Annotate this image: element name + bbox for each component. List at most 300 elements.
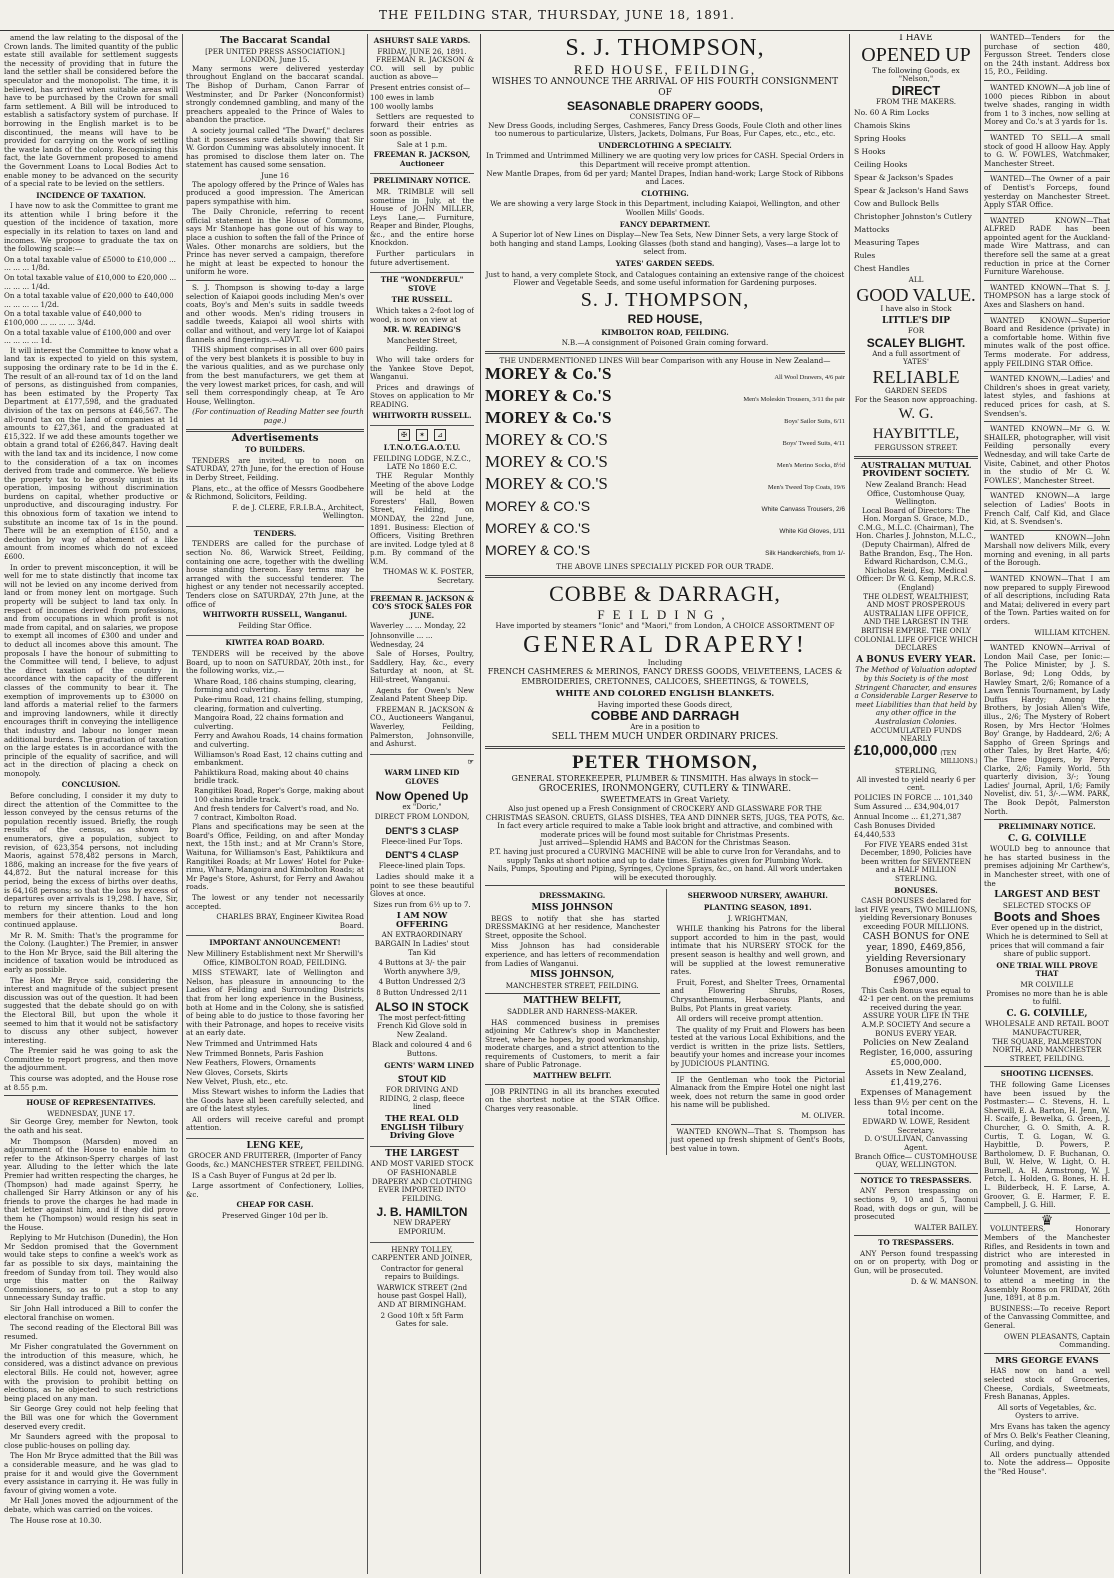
paragraph: Mr Fisher congratulated the Government on the introduction of this measure, which, he considered, was a distinct advance on previous electoral Bills. He could not, however, agree with the provision to prohibit betting on elections, as he objected to such restrictions being placed on any man. xyxy=(4,1342,178,1403)
paragraph: MR. TRIMBLE will sell sometime in July, at the House of JOHN MILLER, Leys Lane,— Furniture, Reaper and Binder, Ploughs, &c., and the entire horse Knockdon. xyxy=(370,186,474,248)
ad-heading: ASHURST SALE YARDS. xyxy=(373,36,471,45)
list-item: And fresh tenders for Calvert's road, and No. 7 contract, Kimbolton Road. xyxy=(194,804,359,822)
ad-headline: RELIABLE xyxy=(872,366,960,387)
classified-ad: WANTED KNOWN—Superior Board and Residence (private) in a comfortable home. Within five minutes walk of the post office. Terms moderate. For address, apply FEILDING STAR Office. xyxy=(984,315,1110,368)
paragraph: The most perfect-fitting French Kid Glove sold in New Zealand. xyxy=(377,1012,467,1039)
paragraph: The Hon Mr Bryce said, considering the interest and magnitude of the subject present discussion was out of the question. It had been suggested that the debate should go on with the Electoral Bill, but upon the whole it seemed to him that it would not be satisfactory to discuss any other subject, however interesting. xyxy=(4,975,178,1045)
column-news-and-tenders xyxy=(186,34,364,1574)
signature: THOMAS W. K. FOSTER, Secretary. xyxy=(383,567,474,586)
paragraph: GARDEN SEEDS xyxy=(884,385,948,395)
divider xyxy=(854,1173,978,1174)
stove-ad xyxy=(370,276,474,426)
paragraph: AND MOST VARIED STOCK OF FASHIONABLE DRAPERY AND CLOTHING EVER IMPORTED INTO FEILDING. xyxy=(370,1159,474,1203)
paragraph: N.B.—A consignment of Poisoned Grain coming forward. xyxy=(561,338,769,348)
classified-ad: WANTED KNOWN—Mr G. W. SHAILER, photographer, will visit Feilding personally every Wednesday, and will take Carte de Visite, Cabinet, and other Photos in the studio of Mr G. W. FOWLES', Manchester Street. xyxy=(984,424,1110,485)
paragraph: Including xyxy=(647,657,683,667)
ad-heading: AUSTRALIAN MUTUAL PROVIDENT SOCIETY. xyxy=(860,460,972,480)
divider xyxy=(984,313,1110,314)
paragraph: Who will take orders for the Yankee Stove Depot, Wanganui. xyxy=(370,355,474,382)
paragraph: IF the Gentleman who took the Pictorial Almanack from the Empire Hotel one night last week, does not return the same in good order his name will be published. xyxy=(670,1074,845,1110)
store-name: MOREY & Co.'S xyxy=(485,364,612,384)
ad-subheading: MISS JOHNSON, xyxy=(530,970,615,981)
column-rule xyxy=(367,34,368,1574)
paragraph: CONSISTING OF— xyxy=(629,112,701,121)
paragraph: HENRY TOLLEY, CARPENTER AND JOINER, xyxy=(371,1244,473,1263)
divider xyxy=(854,1235,978,1236)
paragraph: ex "Doric," xyxy=(402,801,442,811)
paragraph: Mr Thompson (Marsden) moved an adjournment of the House to enable him to refer to the Atkinson-Sperry charges of last year. Alluding to the letter which the late Premier had written respecting the charges, he (Thompson) had made against Sperry, he challenged Sir Harry Atkinson or any of his friends to prove the charges he had made in that letter against him, and if they did prove them he (Thompson) would resign his seat in the House. xyxy=(4,1136,178,1232)
star-icon: ✶ xyxy=(416,429,428,441)
ad-headline: STOUT KID xyxy=(397,1074,447,1085)
ad-subheading: FANCY DEPARTMENT. xyxy=(619,219,711,229)
square-icon: ⊿ xyxy=(434,429,446,441)
paragraph: In Trimmed and Untrimmed Millinery we are quoting very low prices for CASH. Special Orders in this Department will receive prompt attention. xyxy=(486,151,844,169)
ad-heading: THE "WONDERFUL" STOVE xyxy=(380,275,464,293)
masonic-emblems xyxy=(370,429,474,441)
item-price: Boys' Tweed Suits, 4/11 xyxy=(782,440,845,448)
works-list xyxy=(186,678,364,823)
ad-headline: Boots and Shoes xyxy=(993,909,1101,925)
paragraph: ANY Person found trespassing on or on property, with Dog or Gun, will be prosecuted. xyxy=(854,1248,978,1276)
ad-headline: THE REAL OLD ENGLISH Tilbury Driving Glove xyxy=(380,1113,464,1142)
thompson-ad xyxy=(485,34,845,348)
paragraph: Feilding Star Office. xyxy=(238,620,312,630)
list-item: Mangoira Road, 22 chains formation and culverting. xyxy=(194,713,344,731)
paragraph: VOLUNTEERS, Honorary Members of the Manchester Rifles, and Residents in town and district who are interested in promoting and assisting in the Volunteer Movement, are invited to attend a meeting in the Assembly Rooms on FRIDAY, 26th June, 1891, at 8 p.m. xyxy=(984,1224,1110,1303)
paragraph: Sir John Hall introduced a Bill to confer the electoral franchise on women. xyxy=(4,1303,178,1322)
signature: WILLIAM KITCHEN. xyxy=(1034,627,1110,637)
paragraph: This Cash Bonus was equal to 42·1 per cent. on the premiums received during the year. xyxy=(858,985,974,1012)
paragraph: CASH BONUS for ONE year, 1890, £469,856, yielding Reversionary Bonuses amounting to £967,000. xyxy=(862,931,970,986)
paragraph: A Superior lot of New Lines on Display—New Tea Sets, New Dinner Sets, a very large Stock of both hanging and stand Lamps, Looking Glasses (both stand and hanging), Vases—a large lot to select from. xyxy=(489,230,841,257)
paragraph: A society journal called "The Dwarf," declares that it possesses sure details showing that Sir W. Gordon Cumming was absolutely innocent. It has promised to disclose them later on. The statement has caused some sensation. xyxy=(186,125,364,170)
paragraph: D. O'SULLIVAN, Canvassing Agent. xyxy=(864,1134,968,1152)
paragraph: Mr Saunders agreed with the proposal to close public-houses on polling day. xyxy=(4,1432,178,1450)
paragraph: J. WRIGHTMAN, xyxy=(727,913,788,923)
ad-headline: GOOD VALUE. xyxy=(856,284,976,305)
paragraph: Promises no more than he is able to fulfil. xyxy=(986,988,1108,1007)
signature: WALTER BAILEY. xyxy=(914,1222,978,1232)
paragraph: CASH BONUSES declared for last FIVE years, TWO MILLIONS, yielding Reversionary Bonuses exceeding FOUR MILLIONS. xyxy=(854,896,978,931)
divider xyxy=(485,1084,660,1085)
paragraph: Also just opened up a Fresh Consignment of CROCKERY AND GLASSWARE FOR THE CHRISTMAS SEASON. CRUETS, GLASS DISHES, TEA AND DINNER SETS, JUGS, TEA POTS, &c. xyxy=(485,804,845,822)
store-name: MOREY & Co.'S xyxy=(485,408,612,428)
paragraph: The Premier said he was going to ask the Committee to report progress, and then move the adjournment. xyxy=(4,1046,178,1073)
ad-subheading: RED HOUSE, xyxy=(627,311,703,326)
paragraph: FREEMAN R. JACKSON & CO. will sell by public auction as above— xyxy=(370,55,474,82)
divider xyxy=(984,1066,1110,1067)
paragraph: Ladies should make it a point to see these beautiful Gloves at once. xyxy=(370,871,474,899)
tolley-ad xyxy=(370,1246,474,1329)
item-price: Men's Moleskin Trousers, 3/11 the pair xyxy=(743,396,845,404)
hamilton-ad xyxy=(370,1150,474,1243)
byline: [PER UNITED PRESS ASSOCIATION.] xyxy=(205,46,345,56)
ad-headline: MRS GEORGE EVANS xyxy=(995,1355,1099,1366)
tenders-ad xyxy=(186,530,364,637)
funds-line xyxy=(854,741,978,767)
goods-list xyxy=(854,107,978,275)
store-name: MOREY & CO.'S xyxy=(485,474,608,494)
list-item: Waverley ... ... Monday, 22 xyxy=(370,621,466,631)
column-rule xyxy=(182,34,183,1574)
paragraph: The lowest or any tender not necessarily accepted. xyxy=(186,893,364,911)
paragraph: 4 Buttons at 3/- the pair Worth anywhere 3/9, xyxy=(378,958,466,976)
ad-heading: GENTS' WARM LINED xyxy=(384,1060,474,1070)
ad-heading: TENDERS. xyxy=(253,528,297,538)
paragraph: IS a Cash Buyer of Fungus at 2d per lb. xyxy=(192,1170,337,1180)
paragraph: BUSINESS:—To receive Report of the Canvassing Committee, and General. xyxy=(984,1303,1110,1330)
ad-headline: SCALEY BLIGHT. xyxy=(866,335,966,350)
column-parliament xyxy=(4,34,178,1574)
bottom-ads-right xyxy=(666,889,846,1155)
divider xyxy=(186,280,364,281)
list-item: Ferry and Awahou Roads, 14 chains formation and culverting. xyxy=(194,731,363,749)
list-item: Mattocks xyxy=(854,225,890,235)
ad-headline: DENT'S 4 CLASP xyxy=(385,850,459,861)
tax-scale-list xyxy=(4,256,178,346)
ad-heading: LENG KEE, xyxy=(246,1140,304,1151)
list-item: Johnsonville ... ... Wednesday, 24 xyxy=(370,631,433,649)
paragraph: ACCUMULATED FUNDS xyxy=(870,725,962,735)
dateline: June 16 xyxy=(261,170,289,180)
item-price: All Wool Drawers, 4/6 pair xyxy=(774,374,845,382)
paragraph: Fleece-lined Fur Tops. xyxy=(381,836,463,846)
list-item: 100 woolly lambs xyxy=(370,102,434,112)
paragraph: The Method of Valuation adopted by this Society is of the most Stringent Character, and ensures a Considerable Larger Reserve to meet Liabilities than that held by any other office in the Australasian Colonies. xyxy=(854,665,978,726)
morey-line xyxy=(485,365,845,387)
paragraph: New Zealand Branch: Head Office, Customhouse Quay, Wellington. xyxy=(865,479,967,507)
article-title: The Baccarat Scandal xyxy=(219,36,331,46)
signature: FREEMAN R. JACKSON, Auctioneer xyxy=(373,150,471,168)
ad-subheading: RED HOUSE, FEILDING, xyxy=(573,62,757,77)
column-haybittle-amp xyxy=(854,34,978,1574)
paragraph: THE following Game Licenses have been issued by the Postmaster:— C. Stevens, H. L. Sherwill, E. A. Barton, H. Jenn, W. H. Scaife, J. Bewelka, G. Green, J. Churcher, G. O. Smith, A. R. Curtis, T. G. Logan, W. G. Haybittle, D. Powers, P. Bartholomew, D. F. Buchanan, O. Bull, W. Helve, W. Light, O. H. Burnell, A. H. Armstrong, W. J. Fetch, L. Holden, G. Bones, H. H. L. Bilderbeck, H. F. Larse, A. Groover, G. E. Harmer, F. E. Campbell, J. G. Hill. xyxy=(984,1079,1110,1210)
paragraph: 8 Button Undressed 2/11 xyxy=(376,988,468,998)
paragraph: WARWICK STREET (2nd house past Gospel Hall), AND AT BIRMINGHAM. xyxy=(376,1282,468,1310)
paragraph: THE SQUARE, PALMERSTON NORTH, AND MANCHESTER STREET, FEILDING. xyxy=(992,1036,1102,1063)
paragraph: THE Regular Monthly Meeting of the above Lodge will be held at the Foresters' Hall, Bowen Street, Feilding, on MONDAY, the 22nd June, 1891. Business: Election of Officers, Visiting Brethren are invited. Lodge tyled at 8 p.m. By command of the W.M. xyxy=(370,470,474,566)
paragraph: TENDERS are called for the purchase of section No. 86, Warwick Street, Feilding, containing one acre, together with the dwelling house standing thereon. Easy terms may be arranged with the successful tenderer. The highest or any tender not necessarily accepted. Tenders close on SATURDAY, 27th June, at the office of xyxy=(186,539,364,609)
ad-headline: THE LARGEST xyxy=(385,1148,459,1159)
paragraph: CHEAP FOR CASH. xyxy=(236,1200,314,1210)
list-item: Puke-rimu Road, 121 chains felling, stumping, clearing, formation and culverting. xyxy=(194,694,364,713)
paragraph: Miss Stewart wishes to inform the Ladies that the Goods have all been carefully selected, and are of the latest styles. xyxy=(186,1086,364,1114)
paragraph: Plans, etc., at the office of Messrs Goodbehere & Richmond, Solicitors, Feilding. xyxy=(186,483,364,502)
list-item: Rangitikei Road, Roper's Gorge, making about 100 chains bridle track. xyxy=(194,785,364,804)
signature: FREEMAN R. JACKSON & CO., Auctioneers Wanganui, Waverley, Feilding, Palmerston, Johnsonville, and Ashurst. xyxy=(370,704,474,749)
paragraph: FOR DRIVING AND RIDING, 2 clasp, fleece lined xyxy=(379,1085,465,1112)
paragraph: GROCERIES, IRONMONGERY, CUTLERY & TINWARE. xyxy=(538,784,792,795)
paragraph: 2 Good 10ft x 5ft Farm Gates for sale. xyxy=(380,1310,464,1329)
paragraph: Just to hand, a very complete Stock, and Catalogues containing an extensive range of the choicest Flower and Vegetable Seeds, and some useful information for Gardening purposes. xyxy=(485,269,845,288)
ad-heading: PRELIMINARY NOTICE. xyxy=(373,176,471,186)
divider xyxy=(984,80,1110,81)
dateline: LONDON, June 15. xyxy=(240,55,310,65)
section-heading: HOUSE OF REPRESENTATIVES. xyxy=(26,1098,156,1108)
paragraph: GROCER AND FRUITERER, (Importer of Fancy Goods, &c.) MANCHESTER STREET, FEILDING. xyxy=(186,1151,364,1170)
list-item: New Trimmed and Untrimmed Hats xyxy=(186,1038,318,1048)
divider xyxy=(485,351,845,354)
list-item: Sum Assured ... £34,904,017 xyxy=(854,802,960,812)
ad-subheading: BONUSES. xyxy=(894,885,938,895)
classified-ad: WANTED KNOWN—That ALFRED RADE has been appointed agent for the Auckland-made Wire Mattrass, and can therefore sell the same at a great reduction in price at the Corner Furniture Warehouse. xyxy=(984,215,1110,277)
ad-headline: COBBE & DARRAGH, xyxy=(549,581,781,607)
paragraph: SELL THEM MUCH UNDER ORDINARY PRICES. xyxy=(551,732,779,743)
paragraph: Contractor for general repairs to Buildings. xyxy=(380,1263,464,1282)
paragraph: Replying to Mr Hutchison (Dunedin), the Hon Mr Seddon promised that the Government would take steps to confine a week's work as far as possible to six days, maintaining the freedom of Sunday from toil. They would also urge this matter on the Railway Commissioners, so as to put a stop to any unnecessary Sunday traffic. xyxy=(4,1233,178,1303)
section-heading: INCIDENCE OF TAXATION. xyxy=(36,190,146,200)
morey-line xyxy=(485,519,845,541)
list-item: Ceiling Hooks xyxy=(854,160,908,170)
paragraph: Are in a position to xyxy=(630,722,700,732)
paragraph: WANTED KNOWN—That S. Thompson has just opened up fresh shipment of Gent's Boots, best value in town. xyxy=(670,1126,845,1153)
list-item: Measuring Tapes xyxy=(854,238,920,248)
ad-headline: DENT'S 3 CLASP xyxy=(385,825,459,836)
bottom-ads-row xyxy=(485,889,845,1155)
ashurst-sale-ad xyxy=(370,37,474,174)
divider xyxy=(671,1072,846,1073)
paragraph: Expenses of Management less than 9½ per cent on the total income. xyxy=(854,1088,978,1119)
paragraph: Ever opened up in the district, Which he is determined to Sell at prices that will command a fair share of public support. xyxy=(986,923,1108,959)
divider xyxy=(485,746,845,749)
ad-heading: WARM LINED KID GLOVES xyxy=(384,768,460,786)
paragraph: Fruit, Forest, and Shelter Trees, Ornamental and Flowering Shrubs, Roses, Chrysanthemums, Herbaceous Plants, and Bulbs, Pot Plants in great variety. xyxy=(670,977,845,1013)
paragraph: SADDLER AND HARNESS-MAKER. xyxy=(506,1006,638,1016)
paragraph: ASSURE YOUR LIFE IN THE A.M.P. SOCIETY And secure a BONUS EVERY YEAR. xyxy=(861,1011,971,1038)
paragraph: Mrs Evans has taken the agency of Mrs O. Belk's Feather Cleaning, Curling, and dying. xyxy=(984,1421,1110,1449)
divider xyxy=(984,213,1110,214)
ad-headline: C. G. COLVILLE, xyxy=(1006,1008,1088,1019)
paragraph: Manchester Street, Feilding. xyxy=(386,335,458,354)
morey-line xyxy=(485,431,845,453)
stock-sales-ad xyxy=(370,595,474,755)
paragraph: The Hon Mr Bryce admitted that the Bill was a considerable measure, and he was glad to praise for it and would give the Government every assistance in carrying it. He was fully in favour of giving women a vote. xyxy=(4,1451,178,1495)
list-item: Spring Hooks xyxy=(854,134,906,144)
paragraph: This course was adopted, and the House rose at 8.55 p.m. xyxy=(4,1074,178,1092)
paragraph: Preserved Ginger 10d per lb. xyxy=(221,1211,329,1221)
divider xyxy=(485,885,845,886)
paragraph: MR COLVILLE xyxy=(1020,980,1074,989)
paragraph: For FIVE YEARS ended 31st December, 1890, Policies have been written for SEVENTEEN and a HALF MILLION STERLING. xyxy=(860,839,972,884)
paragraph: TENDERS are invited, up to noon on SATURDAY, 27th June, for the erection of House in Derby Street, Feilding. xyxy=(186,455,364,482)
paragraph: ALL xyxy=(908,275,924,285)
signature: MATTHEW BELFIT. xyxy=(533,1071,612,1081)
morey-ad xyxy=(485,357,845,572)
morey-line xyxy=(485,541,845,563)
list-item: Rules xyxy=(854,251,876,261)
continuation-note: (For continuation of Reading Matter see fourth page.) xyxy=(192,407,364,425)
divider xyxy=(485,575,845,578)
ad-heading: SHOOTING LICENSES. xyxy=(1000,1069,1094,1079)
paragraph: HAS now on hand a well selected stock of Groceries, Cheese, Cordials, Sweetmeats, Fresh Bananas, Apples. xyxy=(984,1366,1110,1402)
paragraph: Sale at 1 p.m. xyxy=(396,139,448,149)
divider xyxy=(854,456,978,459)
paragraph: Further particulars in future advertisement. xyxy=(370,249,474,267)
paragraph: Policies on New Zealand Register, 16,000, assuring £5,000,000. xyxy=(859,1038,973,1069)
paragraph: THE ABOVE LINES SPECIALLY PICKED FOR OUR TRADE. xyxy=(556,562,774,572)
goods-list xyxy=(186,1040,364,1087)
paragraph: WHOLESALE AND RETAIL BOOT MANUFACTURER, xyxy=(985,1019,1109,1037)
ad-heading: MATTHEW BELFIT, xyxy=(523,996,622,1007)
colville-ad xyxy=(984,823,1110,1063)
paragraph: All invested to yield nearly 6 per cent. xyxy=(856,774,976,793)
ad-headline: I AM NOW OFFERING xyxy=(395,911,449,930)
paragraph: For the Season now approaching. xyxy=(854,394,978,404)
amp-society-ad xyxy=(854,462,978,1170)
list-item: On a total taxable value of £20,000 to £40,000 ... ... ... ... 1/2d. xyxy=(4,291,174,309)
sales-list xyxy=(370,622,474,649)
masthead: THE FEILDING STAR, THURSDAY, JUNE 18, 1891. xyxy=(0,0,1114,31)
ad-headline: LITTLE'S DIP xyxy=(882,315,950,326)
list-item: Chest Handles xyxy=(854,264,910,274)
ad-subheading: KIMBOLTON ROAD, FEILDING. xyxy=(601,327,729,337)
paragraph: THE UNDERMENTIONED LINES Will bear Comparison with any House in New Zealand— xyxy=(499,355,831,365)
divider xyxy=(186,429,364,432)
classified-ad: WANTED KNOWN—John Marshall now delivers Milk, every morning and evening, in all parts of the Borough. xyxy=(984,532,1110,568)
paragraph: Fleece-lined plain Tops. xyxy=(378,861,466,871)
item-price: Boys' Sailor Suits, 6/11 xyxy=(784,418,845,426)
list-item: Spear & Jackson's Spades xyxy=(854,173,954,183)
paragraph: TENDERS will be received by the above Board, up to noon on SATURDAY, 20th inst., for the following works, viz.,— xyxy=(186,649,364,676)
classified-ad: WANTED KNOWN—That S. J. THOMPSON has a large stock of Axes and Slashers on hand. xyxy=(984,282,1110,310)
ad-heading: TO BUILDERS. xyxy=(245,445,305,455)
paragraph: EDWARD W. LOWE, Resident Secretary. xyxy=(862,1117,970,1135)
paragraph: The apology offered by the Prince of Wales has produced a good impression. The American papers sympathise with him. xyxy=(186,179,364,206)
paragraph: 4 Button Undressed 2/3 xyxy=(378,977,466,987)
divider xyxy=(984,421,1110,422)
paragraph: FERGUSSON STREET. xyxy=(874,443,958,453)
column-sales-and-gloves xyxy=(370,34,474,1574)
paragraph: DIRECT FROM LONDON, xyxy=(374,812,470,822)
advertisements-heading: Advertisements xyxy=(231,432,319,444)
paragraph: All sorts of Vegetables, &c. Oysters to arrive. xyxy=(997,1402,1097,1421)
ad-headline: A BONUS EVERY YEAR. xyxy=(856,654,976,665)
store-name: MOREY & CO.'S xyxy=(485,542,591,559)
ad-heading: FREEMAN R. JACKSON & CO'S STOCK SALES FOR JUNE. xyxy=(370,593,474,620)
list-item: Christopher Johnston's Cutlery xyxy=(854,212,972,222)
classified-ad: WANTED—The Owner of a pair of Dentist's Forceps, found yesterday on Manchester Street. Apply STAR Office. xyxy=(984,174,1110,210)
list-item: On total taxable value of £10,000 to £20,000 ... ... ... ... 1/4d. xyxy=(4,273,177,291)
list-item: Williamson's Road East, 12 chains cutting and embankment. xyxy=(194,749,363,768)
divider xyxy=(984,130,1110,131)
classified-ad: WANTED KNOWN—A job line of 1000 pieces Ribbon in about twelve shades, ranging in width from 1 to 3 inches, now selling at Morey and Co.'s at 3 yards for 1s. xyxy=(984,82,1110,127)
ad-subheading: YATES' GARDEN SEEDS. xyxy=(615,258,715,268)
paragraph: Miss Johnson has had considerable experience, and has letters of recommendation from Ladies of Wanganui. xyxy=(485,941,660,968)
paragraph: FRENCH CASHMERES & MERINOS, FANCY DRESS GOODS, VELVETEENS, LACES & EMBROIDERIES, CRETONNES, CALICOES, SHEETINGS, & TOWELS, xyxy=(487,667,843,687)
signature: WHITWORTH RUSSELL. xyxy=(372,410,472,420)
classified-ad: WANTED TO SELL—A small stock of good H alloow Hay. Apply to G. W. FOWLES, Watchmaker, Manchester Street. xyxy=(984,132,1110,168)
item-price: Men's Tweed Top Coats, 19/6 xyxy=(767,484,845,492)
paragraph: And a full assortment of xyxy=(872,348,960,358)
paragraph: STERLING, xyxy=(894,765,938,775)
list-item: No. 60 A Rim Locks xyxy=(854,108,930,118)
paragraph: amend the law relating to the disposal of the Crown lands. The limited quantity of the public estate still available for settlement suggests the necessity of providing that in future the land the settler shall be considered before the speculator and the monopolist. The time, it is believed, has arrived when suitable areas will have to be purchased by the Crown for small farm settlement. A Bill will be introduced to establish a satisfactory system of purchase. If borrowing in the English market is to be discontinued, the means will have to be provided for carrying on the work of settling the waste lands of the colony. Recognising this fact, the late Government proposed to amend the Government Loans to Local Bodies Act to enable money to be advanced on the security of a special rate to be levied on the settlers. xyxy=(4,34,178,189)
bottom-ads-left xyxy=(485,889,660,1155)
signature: F. de J. CLERE, F.R.I.B.A., Architect, Wellington. xyxy=(232,502,364,521)
funds-note: (TEN MILLIONS.) xyxy=(940,749,978,766)
paragraph: New Millinery Establishment next Mr Sherwill's Office, KIMBOLTON ROAD, FEILDING. xyxy=(187,949,363,967)
paragraph: AN EXTRAORDINARY BARGAIN In Ladies' stout Tan Kid xyxy=(374,930,470,957)
gloves-ad xyxy=(370,758,474,1147)
paragraph: All orders will receive prompt attention. xyxy=(676,1014,824,1024)
trimble-notice xyxy=(370,177,474,273)
store-name: MOREY & CO.'S xyxy=(485,452,608,472)
paragraph: In fact every article required to make a Table look bright and attractive, and combined with moderate prices will be found most suitable for Christmas Presents. xyxy=(497,821,833,839)
ad-headline: SEASONABLE DRAPERY GOODS, xyxy=(566,99,764,113)
paragraph: Black and coloured 4 and 6 Buttons. xyxy=(372,1040,472,1058)
paragraph: SELECTED STOCKS OF xyxy=(1002,900,1092,910)
cobbe-darragh-ad xyxy=(485,581,845,743)
paragraph: MANCHESTER STREET, FEILDING. xyxy=(505,980,639,990)
classified-ad: WANTED KNOWN,—Ladies' and Children's shoes in great variety, latest styles, and fashions at reduced prices for cash, at S. Svendsen's. xyxy=(984,374,1110,418)
paragraph: Many sermons were delivered yesterday throughout England on the baccarat scandal. The Bishop of Durham, Canon Farrar of Westminster, and Dr Parker (Nonconformist) strongly condemned gambling, and many of the preachers appealed to the Prince of Wales to abandon the practice. xyxy=(186,63,364,125)
paragraph: Have imported by steamers "Ionic" and "Maori," from London, A CHOICE ASSORTMENT OF xyxy=(495,621,835,631)
divider xyxy=(984,530,1110,531)
divider xyxy=(984,280,1110,281)
paragraph: HAS commenced business in premises adjoining Mr Cathrew's shop in Manchester Street, where he hopes, by good workmanship, moderate charges, and a strict attention to the requirements of Customers, to merit a fair share of Public Patronage. xyxy=(485,1017,660,1070)
column-rule xyxy=(980,34,981,1574)
paragraph: WHILE thanking his Patrons for the liberal support accorded to him in the past, would intimate that his NURSERY STOCK for the present season is healthy and well grown, and will be supplied at the lowest remunerative rates. xyxy=(670,924,845,977)
divider xyxy=(984,640,1110,641)
peter-thomson-ad xyxy=(485,752,845,882)
paragraph: In order to prevent misconception, it will be well for me to state distinctly that income tax will not be levied on any income derived from land or from money lent on mortgage. Such property will be subject to land tax only. In respect of incomes derived from professions, and from occupations in which profit is not made from capital, and on salaries, we propose to exempt all incomes of £300 and under and to deduct all incomes above this amount. The proposals I have the honour of submitting to the Committee will tend, I believe, to adjust the direct taxation of the country in accordance with the capacity of the different classes of the community to bear it. The exemption of improvements up to £3000 on land affords a material relief to the farmers and improving landowners, while it directly encourages thrift in conveying the intelligence that industry and labour no longer mean additional burdens. The graduation of taxation on the large estates is in accordance with the principle of the equality of sacrifice, and will act in the direction of placing a check on monopoly. xyxy=(4,562,178,778)
list-item: New Gloves, Corsets, Skirts xyxy=(186,1067,288,1077)
ad-headline: J. B. HAMILTON xyxy=(376,1205,468,1220)
paragraph: MISS STEWART, late of Wellington and Nelson, has pleasure in announcing to the Ladies of Feilding and Surrounding Districts that from her long experience in the Business, both at Home and in the Colony, she is satisfied of being able to do justice to those favoring her with their Patronage, and hopes to receive visits at an early date. xyxy=(186,968,364,1038)
item-price: Men's Merino Socks, 8½d xyxy=(776,462,845,470)
list-item: Present entries consist of— xyxy=(370,82,471,92)
morey-line xyxy=(485,453,845,475)
ad-heading: KIWITEA ROAD BOARD. xyxy=(225,638,325,648)
paragraph: FROM THE MAKERS. xyxy=(875,96,957,106)
leng-kee-ad xyxy=(186,1142,364,1221)
paragraph: JOB PRINTING in all its branches executed on the shortest notice at the STAR Office. Charges very reasonable. xyxy=(485,1086,660,1113)
list-item: On a total taxable value of £5000 to £10,000 ... ... ... ... 1/8d. xyxy=(4,254,176,273)
divider xyxy=(984,171,1110,172)
date-line: WEDNESDAY, JUNE 17. xyxy=(46,1108,136,1118)
paragraph: Assets in New Zealand, £1,419,276. xyxy=(865,1068,967,1089)
divider xyxy=(4,1095,178,1096)
paragraph: Branch Office— CUSTOMHOUSE QUAY, WELLINGTON. xyxy=(854,1151,978,1170)
ad-heading: TO TRESPASSERS. xyxy=(878,1238,954,1248)
paragraph: Local Board of Directors: The Hon. Morgan S. Grace, M.D., C.M.G., M.L.C. (Chairman), The Hon. Charles J. Johnston, M.L.C., (Deputy Chairman), Alfred de Bathe Brandon, Esq., The Hon. Edward Richardson, C.M.G., Nicholas Reid, Esq. Medical Officer: Dr W. G. Kemp, M.R.C.S. (England) xyxy=(855,505,977,593)
item-price: Silk Handkerchiefs, from 1/- xyxy=(765,550,845,558)
divider xyxy=(984,571,1110,572)
paragraph: Settlers are requested to forward their entries as soon as possible. xyxy=(370,111,474,138)
list-item: Whare Road, 186 chains stumping, clearing, forming and culverting. xyxy=(194,676,357,695)
list-item: Spear & Jackson's Hand Saws xyxy=(854,186,969,196)
morey-line xyxy=(485,387,845,409)
paragraph: We are showing a very large Stock in this Department, including Kaiapoi, Wellington, and other Woollen Mills' Goods. xyxy=(490,199,840,217)
haybittle-ad xyxy=(854,34,978,453)
ad-headline: ALSO IN STOCK xyxy=(375,999,469,1014)
list-item: Chamois Skins xyxy=(854,121,911,131)
store-name: MOREY & CO.'S xyxy=(485,520,591,537)
paragraph: Sizes run from 6½ up to 7. xyxy=(373,899,471,909)
classified-ad: WANTED KNOWN—That I am now prepared to supply Firewood of all descriptions, including Rata and Matai; delivered in every part of the Town. Parties waited on for orders. xyxy=(984,574,1110,627)
list-item: Pahiktikura Road, making about 40 chains bridle track. xyxy=(194,767,349,786)
pointing-hand-icon: ☞ xyxy=(467,756,474,766)
ad-headline: DIRECT xyxy=(891,82,941,98)
ad-headline: GENERAL DRAPERY! xyxy=(523,631,807,658)
signature: CHARLES BRAY, Engineer Kiwitea Road Board. xyxy=(216,912,364,930)
divider xyxy=(984,371,1110,372)
figures-list xyxy=(854,794,978,840)
paragraph: New Mantle Drapes, from 6d per yard; Mantel Drapes, Indian hand-work; Large Stock of Ribbons and Laces. xyxy=(486,168,844,187)
ad-heading: DRESSMAKING. xyxy=(539,891,606,901)
ad-headline: LARGEST AND BEST xyxy=(994,890,1100,901)
paragraph: S. J. Thompson is showing to-day a large selection of Kaiapoi goods including Men's over coats, Boy's and Men's suits in saddle tweeds and other woods. Men's riding trousers in saddle tweeds, Kaiapoi all wool shirts with collar and without, and very large lot of Kaiapoi flannels and fingerings.—ADVT. xyxy=(186,283,364,344)
